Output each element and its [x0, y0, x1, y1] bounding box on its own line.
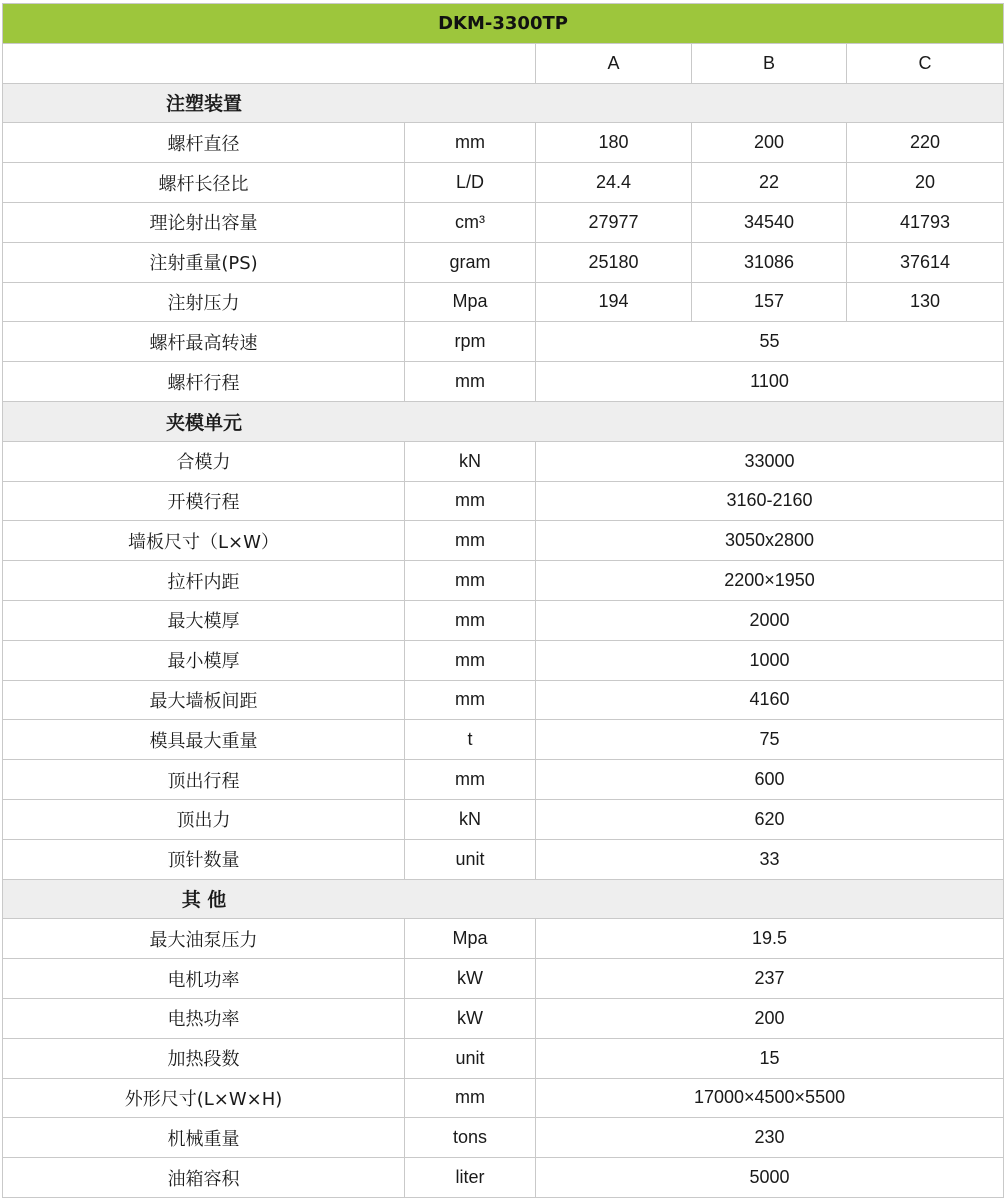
value-cell-merged: 33: [536, 839, 1004, 879]
value-cell-merged: 3160-2160: [536, 481, 1004, 521]
value-cell-merged: 600: [536, 760, 1004, 800]
parameter-label: 注射压力: [3, 282, 405, 322]
value-cell-merged: 1000: [536, 640, 1004, 680]
table-row: [3, 481, 1004, 521]
unit-cell: t: [405, 720, 536, 760]
section-title: 注塑装置: [165, 93, 242, 116]
parameter-label: 机械重量: [3, 1118, 405, 1158]
section-header-cell: [3, 879, 1004, 919]
spec-table: [2, 3, 1004, 1198]
unit-cell: mm: [405, 680, 536, 720]
table-row: [3, 799, 1004, 839]
unit-cell: kN: [405, 441, 536, 481]
value-cell-merged: 237: [536, 959, 1004, 999]
value-cell-merged: 75: [536, 720, 1004, 760]
section-header-row: [3, 83, 1004, 123]
table-row: [3, 521, 1004, 561]
table-row: [3, 680, 1004, 720]
title-row: [3, 4, 1004, 44]
unit-cell: kW: [405, 998, 536, 1038]
parameter-label: 电机功率: [3, 959, 405, 999]
section-header-row: [3, 401, 1004, 441]
value-cell-b: 31086: [692, 242, 847, 282]
column-header-b: B: [692, 43, 847, 83]
parameter-label: 合模力: [3, 441, 405, 481]
value-cell-c: 220: [847, 123, 1004, 163]
value-cell-merged: 5000: [536, 1158, 1004, 1198]
unit-cell: unit: [405, 1038, 536, 1078]
table-row: [3, 1078, 1004, 1118]
section-header-row: [3, 879, 1004, 919]
unit-cell: unit: [405, 839, 536, 879]
table-row: [3, 561, 1004, 601]
column-header-row: [3, 43, 1004, 83]
unit-cell: mm: [405, 640, 536, 680]
parameter-label: 最大油泵压力: [3, 919, 405, 959]
parameter-label: 螺杆长径比: [3, 163, 405, 203]
parameter-label: 加热段数: [3, 1038, 405, 1078]
value-cell-b: 22: [692, 163, 847, 203]
value-cell-c: 130: [847, 282, 1004, 322]
value-cell-b: 157: [692, 282, 847, 322]
unit-cell: liter: [405, 1158, 536, 1198]
parameter-label: 开模行程: [3, 481, 405, 521]
value-cell-merged: 2200×1950: [536, 561, 1004, 601]
value-cell-b: 200: [692, 123, 847, 163]
value-cell-merged: 33000: [536, 441, 1004, 481]
value-cell-merged: 15: [536, 1038, 1004, 1078]
value-cell-merged: 200: [536, 998, 1004, 1038]
table-row: [3, 760, 1004, 800]
value-cell-a: 24.4: [536, 163, 692, 203]
unit-cell: cm³: [405, 202, 536, 242]
value-cell-merged: 55: [536, 322, 1004, 362]
parameter-label: 螺杆最高转速: [3, 322, 405, 362]
unit-cell: kW: [405, 959, 536, 999]
value-cell-merged: 17000×4500×5500: [536, 1078, 1004, 1118]
section-title: 其 他: [181, 889, 227, 912]
value-cell-merged: 1100: [536, 362, 1004, 402]
parameter-label: 顶出行程: [3, 760, 405, 800]
unit-cell: L/D: [405, 163, 536, 203]
section-title: 夹模单元: [165, 411, 242, 434]
parameter-label: 螺杆直径: [3, 123, 405, 163]
value-cell-a: 27977: [536, 202, 692, 242]
spec-table-body: [3, 4, 1004, 1198]
parameter-label: 电热功率: [3, 998, 405, 1038]
table-row: [3, 123, 1004, 163]
unit-cell: mm: [405, 760, 536, 800]
parameter-label: 油箱容积: [3, 1158, 405, 1198]
parameter-label: 螺杆行程: [3, 362, 405, 402]
table-row: [3, 1158, 1004, 1198]
table-row: [3, 640, 1004, 680]
section-header-cell: [3, 83, 1004, 123]
parameter-label: 最小模厚: [3, 640, 405, 680]
unit-cell: mm: [405, 600, 536, 640]
unit-cell: mm: [405, 123, 536, 163]
value-cell-c: 20: [847, 163, 1004, 203]
table-title: DKM-3300TP: [3, 4, 1004, 44]
parameter-label: 最大模厚: [3, 600, 405, 640]
table-row: [3, 441, 1004, 481]
parameter-label: 注射重量(PS): [3, 242, 405, 282]
parameter-label: 模具最大重量: [3, 720, 405, 760]
unit-cell: mm: [405, 481, 536, 521]
parameter-label: 最大墙板间距: [3, 680, 405, 720]
unit-cell: mm: [405, 362, 536, 402]
table-row: [3, 362, 1004, 402]
value-cell-merged: 620: [536, 799, 1004, 839]
value-cell-a: 25180: [536, 242, 692, 282]
value-cell-a: 180: [536, 123, 692, 163]
parameter-label: 墙板尺寸（L×W）: [3, 521, 405, 561]
table-row: [3, 600, 1004, 640]
table-row: [3, 998, 1004, 1038]
table-row: [3, 322, 1004, 362]
unit-cell: Mpa: [405, 282, 536, 322]
value-cell-merged: 230: [536, 1118, 1004, 1158]
value-cell-merged: 19.5: [536, 919, 1004, 959]
parameter-label: 理论射出容量: [3, 202, 405, 242]
value-cell-c: 41793: [847, 202, 1004, 242]
unit-cell: mm: [405, 1078, 536, 1118]
value-cell-merged: 2000: [536, 600, 1004, 640]
unit-cell: Mpa: [405, 919, 536, 959]
table-row: [3, 242, 1004, 282]
value-cell-merged: 3050x2800: [536, 521, 1004, 561]
section-header-cell: [3, 401, 1004, 441]
column-header-a: A: [536, 43, 692, 83]
table-row: [3, 1118, 1004, 1158]
value-cell-b: 34540: [692, 202, 847, 242]
table-row: [3, 720, 1004, 760]
parameter-label: 顶针数量: [3, 839, 405, 879]
table-row: [3, 282, 1004, 322]
parameter-label: 顶出力: [3, 799, 405, 839]
value-cell-a: 194: [536, 282, 692, 322]
parameter-label: 拉杆内距: [3, 561, 405, 601]
table-row: [3, 959, 1004, 999]
unit-cell: mm: [405, 521, 536, 561]
column-header-c: C: [847, 43, 1004, 83]
table-row: [3, 1038, 1004, 1078]
table-row: [3, 839, 1004, 879]
value-cell-c: 37614: [847, 242, 1004, 282]
unit-cell: gram: [405, 242, 536, 282]
unit-cell: kN: [405, 799, 536, 839]
header-blank-cell: [3, 43, 536, 83]
unit-cell: rpm: [405, 322, 536, 362]
unit-cell: mm: [405, 561, 536, 601]
table-row: [3, 202, 1004, 242]
value-cell-merged: 4160: [536, 680, 1004, 720]
unit-cell: tons: [405, 1118, 536, 1158]
table-row: [3, 919, 1004, 959]
table-row: [3, 163, 1004, 203]
parameter-label: 外形尺寸(L×W×H): [3, 1078, 405, 1118]
